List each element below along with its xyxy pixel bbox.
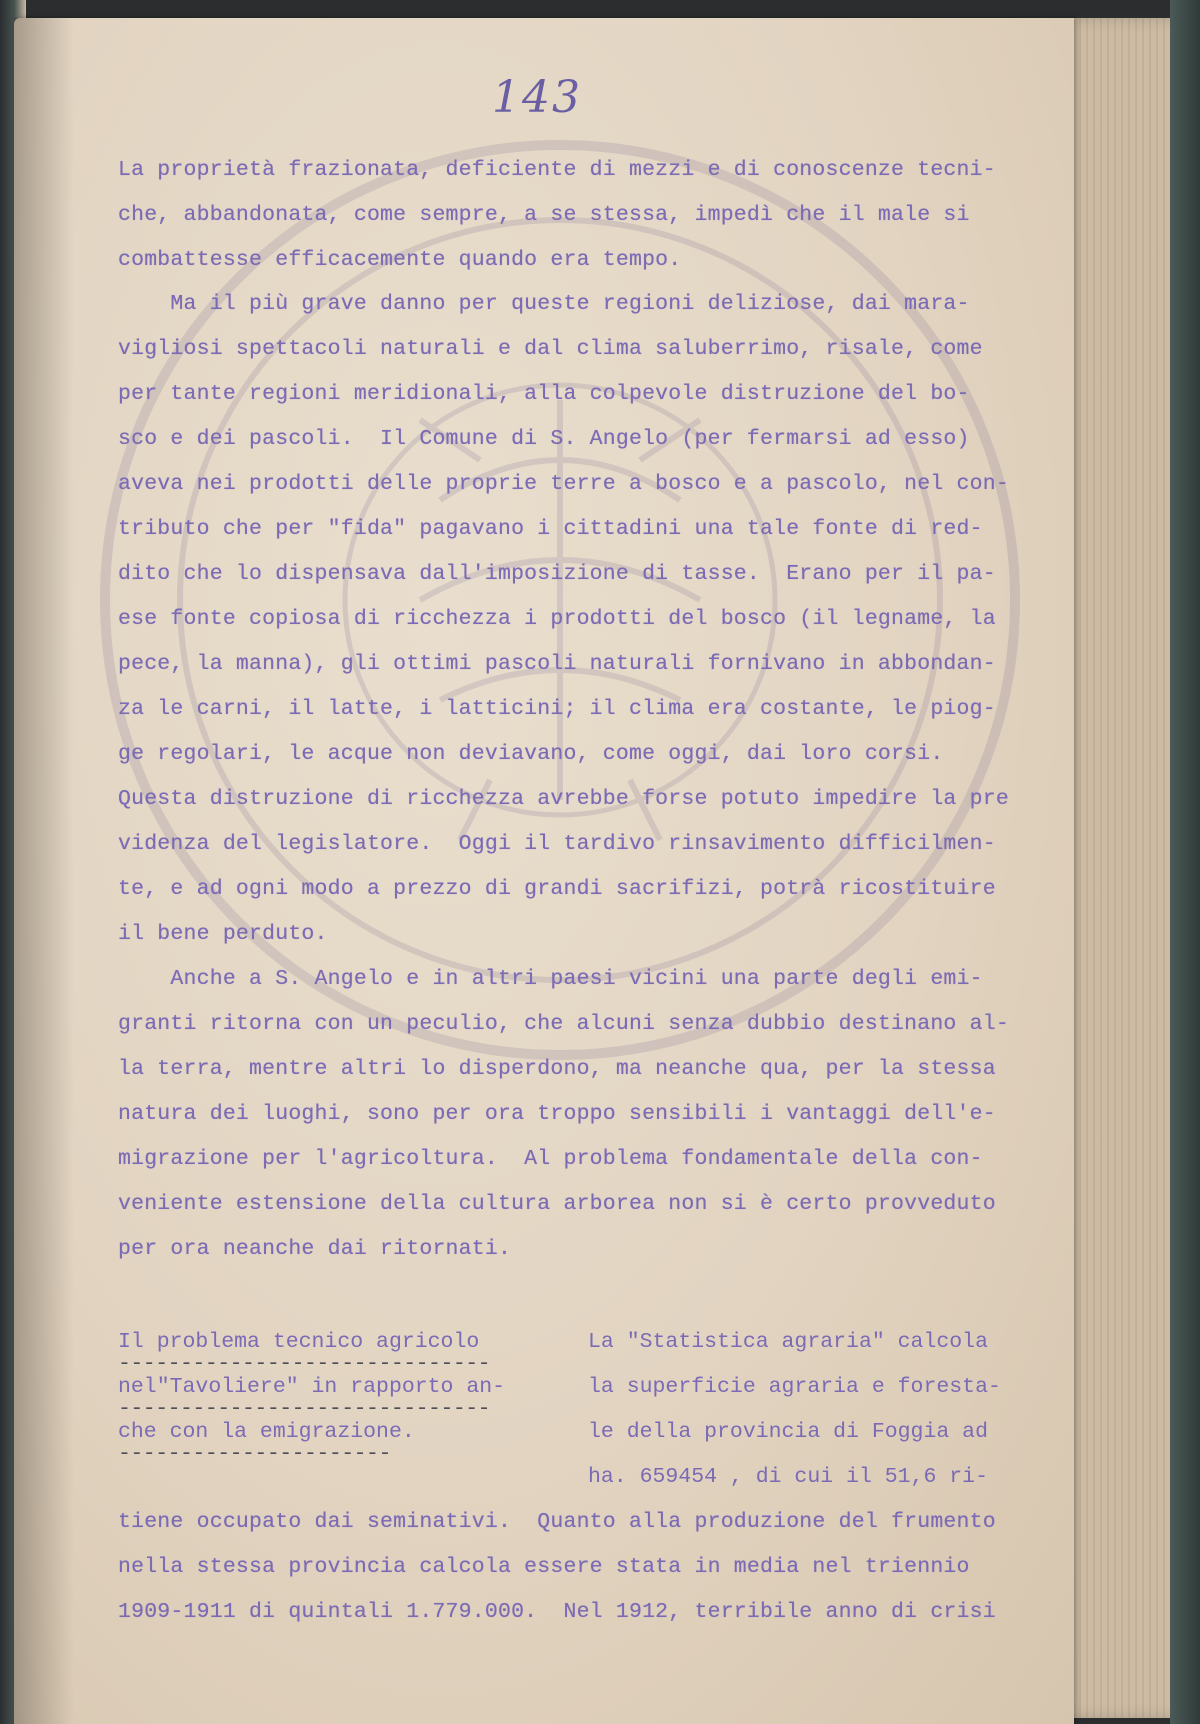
text-line: la terra, mentre altri lo disperdono, ma neanche qua, per la stessa — [118, 1057, 996, 1081]
text-line: vigliosi spettacoli naturali e dal clima saluberrimo, risale, come — [118, 337, 983, 361]
text-line: La proprietà frazionata, deficiente di mezzi e di conoscenze tecni- — [118, 158, 996, 182]
text-line: per tante regioni meridionali, alla colpevole distruzione del bo- — [118, 382, 970, 406]
text-line: ge regolari, le acque non deviavano, come oggi, dai loro corsi. — [118, 742, 944, 766]
text-line: aveva nei prodotti delle proprie terre a bosco e a pascolo, nel con- — [118, 472, 1009, 496]
heading-line: Il problema tecnico agricolo — [118, 1330, 480, 1354]
text-line: le della provincia di Foggia ad — [588, 1420, 988, 1444]
text-line: combattesse efficacemente quando era tempo. — [118, 248, 682, 272]
book-cover-right-edge — [1170, 0, 1200, 1724]
text-line: il bene perduto. — [118, 922, 328, 946]
heading-underline: ---------------------- — [118, 1442, 391, 1466]
text-line: dito che lo dispensava dall'imposizione di tasse. Erano per il pa- — [118, 562, 996, 586]
text-line: veniente estensione della cultura arborea non si è certo provveduto — [118, 1192, 996, 1216]
heading-line: nel"Tavoliere" in rapporto an- — [118, 1375, 506, 1399]
text-line: ha. 659454 , di cui il 51,6 ri- — [588, 1465, 988, 1489]
text-line: ese fonte copiosa di ricchezza i prodotti del bosco (il legname, la — [118, 607, 996, 631]
heading-line: che con la emigrazione. — [118, 1420, 415, 1444]
text-line: Questa distruzione di ricchezza avrebbe forse potuto impedire la pre — [118, 787, 1009, 811]
text-line: granti ritorna con un peculio, che alcuni senza dubbio destinano al- — [118, 1012, 1009, 1036]
text-line: Anche a S. Angelo e in altri paesi vicini una parte degli emi- — [118, 967, 983, 991]
text-line: natura dei luoghi, sono per ora troppo sensibili i vantaggi dell'e- — [118, 1102, 996, 1126]
text-line: migrazione per l'agricoltura. Al problema fondamentale della con- — [118, 1147, 983, 1171]
text-line: nella stessa provincia calcola essere stata in media nel triennio — [118, 1555, 970, 1579]
text-line: per ora neanche dai ritornati. — [118, 1237, 512, 1261]
text-line: che, abbandonata, come sempre, a se stessa, impedì che il male si — [118, 203, 970, 227]
text-line: videnza del legislatore. Oggi il tardivo rinsavimento difficilmen- — [118, 832, 996, 856]
text-line: Ma il più grave danno per queste regioni deliziose, dai mara- — [118, 292, 970, 316]
text-line: la superficie agraria e foresta- — [588, 1375, 1001, 1399]
page-number: 143 — [492, 72, 582, 123]
heading-underline: ------------------------------ — [118, 1397, 491, 1421]
text-line: sco e dei pascoli. Il Comune di S. Angelo (per fermarsi ad esso) — [118, 427, 970, 451]
text-line: pece, la manna), gli ottimi pascoli naturali fornivano in abbondan- — [118, 652, 996, 676]
text-line: tiene occupato dai seminativi. Quanto alla produzione del frumento — [118, 1510, 996, 1534]
text-line: 1909-1911 di quintali 1.779.000. Nel 1912, terribile anno di crisi — [118, 1600, 996, 1624]
heading-underline: ------------------------------ — [118, 1352, 491, 1376]
text-line: za le carni, il latte, i latticini; il clima era costante, le piog- — [118, 697, 996, 721]
text-line: La "Statistica agraria" calcola — [588, 1330, 988, 1354]
text-line: te, e ad ogni modo a prezzo di grandi sacrifizi, potrà ricostituire — [118, 877, 996, 901]
text-line: tributo che per "fida" pagavano i cittadini una tale fonte di red- — [118, 517, 983, 541]
